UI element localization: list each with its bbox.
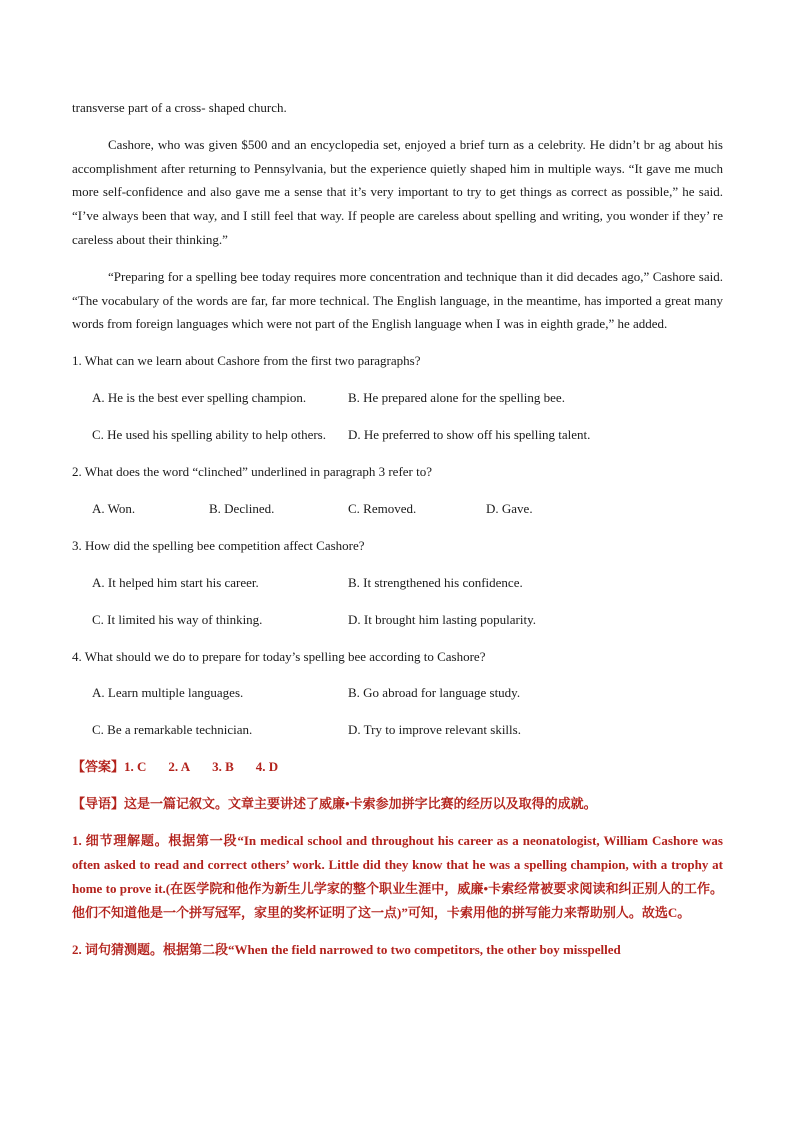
passage-paragraph-preparing: “Preparing for a spelling bee today requires more concentration and technique than it did decades ago,” Cashore said. “The vocabulary of the words are far, far more technical. The English language, in the meantime, has imported a great many words from foreign languages which were not part of the English language when I was in eighth grade,” he added.: [72, 268, 723, 332]
question-2-option-b: B. Declined.: [209, 500, 275, 516]
answer-label: 【答案】: [72, 759, 125, 775]
question-3-options-row-1: [72, 571, 723, 595]
question-2-stem: 2. What does the word “clinched” underlined in paragraph 3 refer to?: [72, 463, 433, 479]
question-2-option-a: A. Won.: [92, 500, 136, 516]
question-4-option-c: C. Be a remarkable technician.: [92, 722, 253, 738]
question-1-option-a: A. He is the best ever spelling champion.: [92, 389, 307, 405]
question-3-option-c: C. It limited his way of thinking.: [92, 611, 263, 627]
question-4-option-d: D. Try to improve relevant skills.: [348, 722, 521, 738]
explanation-1: 1. 细节理解题。根据第一段“In medical school and throughout his career as a neonatologist, William Cashore was often asked to read and correct others’ work. Little did they know that he was a spelling champion, with a trophy at home to prove it.(在医学院和他作为新生儿学家的整个职业生涯中，威廉•卡索经常被要求阅读和纠正别人的工作。他们不知道他是一个拼写冠军，家里的奖杯证明了这一点)”可知，卡索用他的拼写能力来帮助别人。故选C。: [72, 833, 723, 921]
question-4-option-a: A. Learn multiple languages.: [92, 685, 244, 701]
question-2-options-row: [72, 497, 723, 521]
question-1-options-row-2: [72, 423, 723, 447]
guide: [72, 792, 723, 816]
passage-paragraph-cashore-celebrity: Cashore, who was given $500 and an encyclopedia set, enjoyed a brief turn as a celebrity. He didn’t br ag about his accomplishment after returning to Pennsylvania, but the experience quietly shaped him in multiple ways. “It gave me much more self-confidence and also gave me a sense that it’s very important to try to get things as correct as possible,” he said. “I’ve always been that way, and I still feel that way. If people are careless about spelling and writing, you wonder if they’ re careless about their thinking.”: [72, 136, 723, 247]
question-1-option-d: D. He preferred to show off his spelling talent.: [348, 426, 591, 442]
answer-item-1: 1. C: [124, 759, 147, 775]
question-1-option-c: C. He used his spelling ability to help others.: [92, 426, 326, 442]
question-4-option-b: B. Go abroad for language study.: [348, 685, 521, 701]
guide-text: 这是一篇记叙文。文章主要讲述了威廉•卡索参加拼字比赛的经历以及取得的成就。: [124, 796, 597, 812]
passage-fragment: transverse part of a cross- shaped church.: [72, 100, 287, 115]
question-4-stem: 4. What should we do to prepare for today’s spelling bee according to Cashore?: [72, 648, 486, 664]
question-2-option-c: C. Removed.: [348, 500, 417, 516]
answer-item-3: 3. B: [212, 759, 234, 775]
question-1-option-b: B. He prepared alone for the spelling bee.: [348, 389, 565, 405]
answer-item-4: 4. D: [255, 759, 279, 775]
question-4-options-row-1: [72, 681, 723, 705]
document-page: [72, 96, 723, 962]
question-3-option-a: A. It helped him start his career.: [92, 574, 259, 590]
question-3-option-d: D. It brought him lasting popularity.: [348, 611, 536, 627]
question-3-option-b: B. It strengthened his confidence.: [348, 574, 523, 590]
answer-key: [72, 755, 723, 779]
question-4-options-row-2: [72, 718, 723, 742]
guide-label: 【导语】: [72, 796, 125, 812]
question-3-stem: 3. How did the spelling bee competition affect Cashore?: [72, 537, 365, 553]
question-1-options-row-1: [72, 386, 723, 410]
question-3-options-row-2: [72, 608, 723, 632]
explanation-2: 2. 词句猜测题。根据第二段“When the field narrowed to two competitors, the other boy misspelled: [72, 942, 621, 958]
question-2-option-d: D. Gave.: [486, 500, 533, 516]
answer-item-2: 2. A: [168, 759, 191, 775]
question-1-stem: 1. What can we learn about Cashore from the first two paragraphs?: [72, 353, 421, 369]
